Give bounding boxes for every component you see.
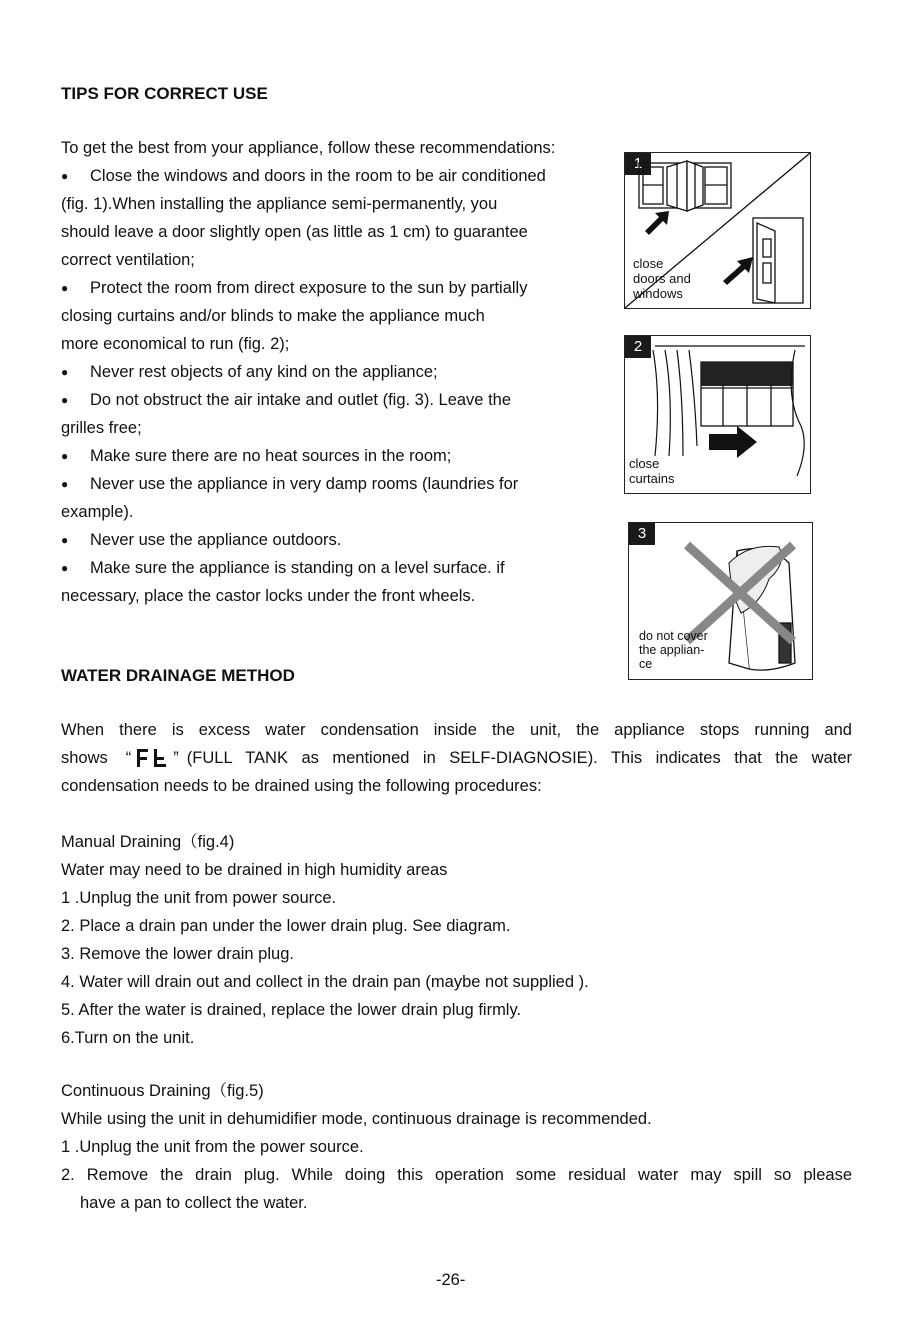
drainage-line-2-rest: (FULL TANK as mentioned in SELF-DIAGNOSIE). This indicates that the water	[186, 749, 852, 767]
manual-draining-step: 6.Turn on the unit.	[61, 1029, 195, 1047]
figure-2-close-curtains	[624, 335, 811, 494]
figure-2-number: 2	[625, 336, 651, 358]
continuous-step-2: 2. Remove the drain plug. While doing this operation some residual water may spill so please	[61, 1166, 852, 1184]
tips-line-text: Never use the appliance in very damp rooms (laundries for	[90, 475, 519, 493]
tips-line	[61, 246, 546, 274]
figure-1-caption	[633, 256, 691, 301]
tips-line-text: correct ventilation;	[61, 251, 195, 269]
tips-line-text: Close the windows and doors in the room to be air conditioned	[90, 167, 546, 185]
tips-line	[61, 498, 546, 526]
bullet-icon: ●	[61, 169, 69, 183]
tips-heading: TIPS FOR CORRECT USE	[61, 84, 268, 103]
tips-line-text: example).	[61, 503, 134, 521]
figure-3-do-not-cover	[628, 522, 813, 680]
bullet-icon: ●	[61, 365, 69, 379]
figure-1-close-windows	[624, 152, 811, 309]
tips-line	[61, 470, 546, 498]
tips-line	[61, 302, 546, 330]
tips-line-text: closing curtains and/or blinds to make the appliance much	[61, 307, 485, 325]
drainage-para-line-2	[61, 744, 852, 772]
continuous-line-1: While using the unit in dehumidifier mode, continuous drainage is recommended.	[61, 1110, 652, 1128]
tips-line	[61, 582, 546, 610]
figure-3-caption-line: ce	[639, 657, 653, 671]
tips-line-text: Never rest objects of any kind on the appliance;	[90, 363, 438, 381]
tips-line-text: Do not obstruct the air intake and outlet (fig. 3). Leave the	[90, 391, 511, 409]
drainage-shows-label: shows	[61, 749, 108, 767]
bullet-icon: ●	[61, 393, 69, 407]
quote-open: “	[125, 749, 132, 767]
figure-1-caption-line: windows	[633, 286, 683, 301]
manual-draining-step: 5. After the water is drained, replace the lower drain plug firmly.	[61, 1001, 522, 1019]
tips-line	[61, 190, 546, 218]
quote-close: ”	[173, 749, 179, 767]
tips-line-text: (fig. 1).When installing the appliance semi-permanently, you	[61, 195, 498, 213]
continuous-draining-title: Continuous Draining（fig.5)	[61, 1082, 264, 1100]
tips-line	[61, 358, 546, 386]
manual-draining-step: Water may need to be drained in high humidity areas	[61, 861, 448, 879]
tips-line-text: Never use the appliance outdoors.	[90, 531, 342, 549]
tips-line	[61, 274, 546, 302]
figure-1-number: 1	[625, 153, 651, 175]
figure-3-caption-line: do not cover	[639, 629, 708, 643]
bullet-icon: ●	[61, 477, 69, 491]
continuous-step-1: 1 .Unplug the unit from the power source.	[61, 1138, 364, 1156]
figure-2-caption-line: curtains	[629, 471, 675, 486]
tips-line-text: Make sure there are no heat sources in the room;	[90, 447, 452, 465]
drainage-para-line-1: When there is excess water condensation inside the unit, the appliance stops running and	[61, 721, 852, 739]
bullet-icon: ●	[61, 561, 69, 575]
bullet-icon: ●	[61, 533, 69, 547]
bullet-icon: ●	[61, 281, 69, 295]
tips-line	[61, 414, 546, 442]
tips-line	[61, 218, 546, 246]
tips-line	[61, 554, 546, 582]
manual-draining-steps	[61, 856, 589, 1052]
tips-line	[61, 330, 546, 358]
tips-line	[61, 526, 546, 554]
continuous-step-2-cont: have a pan to collect the water.	[80, 1194, 308, 1212]
full-tank-display-icon	[135, 748, 169, 768]
drainage-para-line-3: condensation needs to be drained using the following procedures:	[61, 777, 542, 795]
manual-draining-title: Manual Draining（fig.4)	[61, 833, 235, 851]
tips-line-text: more economical to run (fig. 2);	[61, 335, 290, 353]
tips-line	[61, 162, 546, 190]
manual-draining-step: 4. Water will drain out and collect in the drain pan (maybe not supplied ).	[61, 973, 589, 991]
figure-1-caption-line: doors and	[633, 271, 691, 286]
tips-intro: To get the best from your appliance, follow these recommendations:	[61, 139, 556, 157]
drainage-heading: WATER DRAINAGE METHOD	[61, 666, 295, 685]
tips-line-text: Make sure the appliance is standing on a level surface. if	[90, 559, 505, 577]
manual-draining-step: 1 .Unplug the unit from power source.	[61, 889, 337, 907]
figure-2-caption	[629, 456, 675, 486]
manual-draining-step: 2. Place a drain pan under the lower drain plug. See diagram.	[61, 917, 511, 935]
page-number: -26-	[436, 1271, 466, 1289]
full-tank-code	[126, 744, 179, 772]
figure-3-number: 3	[629, 523, 655, 545]
tips-list	[61, 162, 546, 610]
tips-line	[61, 442, 546, 470]
figure-3-caption	[639, 629, 708, 671]
tips-line-text: grilles free;	[61, 419, 142, 437]
manual-draining-step: 3. Remove the lower drain plug.	[61, 945, 294, 963]
figure-1-caption-line: close	[633, 256, 664, 271]
tips-line-text: necessary, place the castor locks under the front wheels.	[61, 587, 476, 605]
tips-line-text: Protect the room from direct exposure to the sun by partially	[90, 279, 528, 297]
figure-2-caption-line: close	[629, 456, 660, 471]
tips-line	[61, 386, 546, 414]
bullet-icon: ●	[61, 449, 69, 463]
figure-3-caption-line: the applian-	[639, 643, 705, 657]
tips-line-text: should leave a door slightly open (as little as 1 cm) to guarantee	[61, 223, 528, 241]
